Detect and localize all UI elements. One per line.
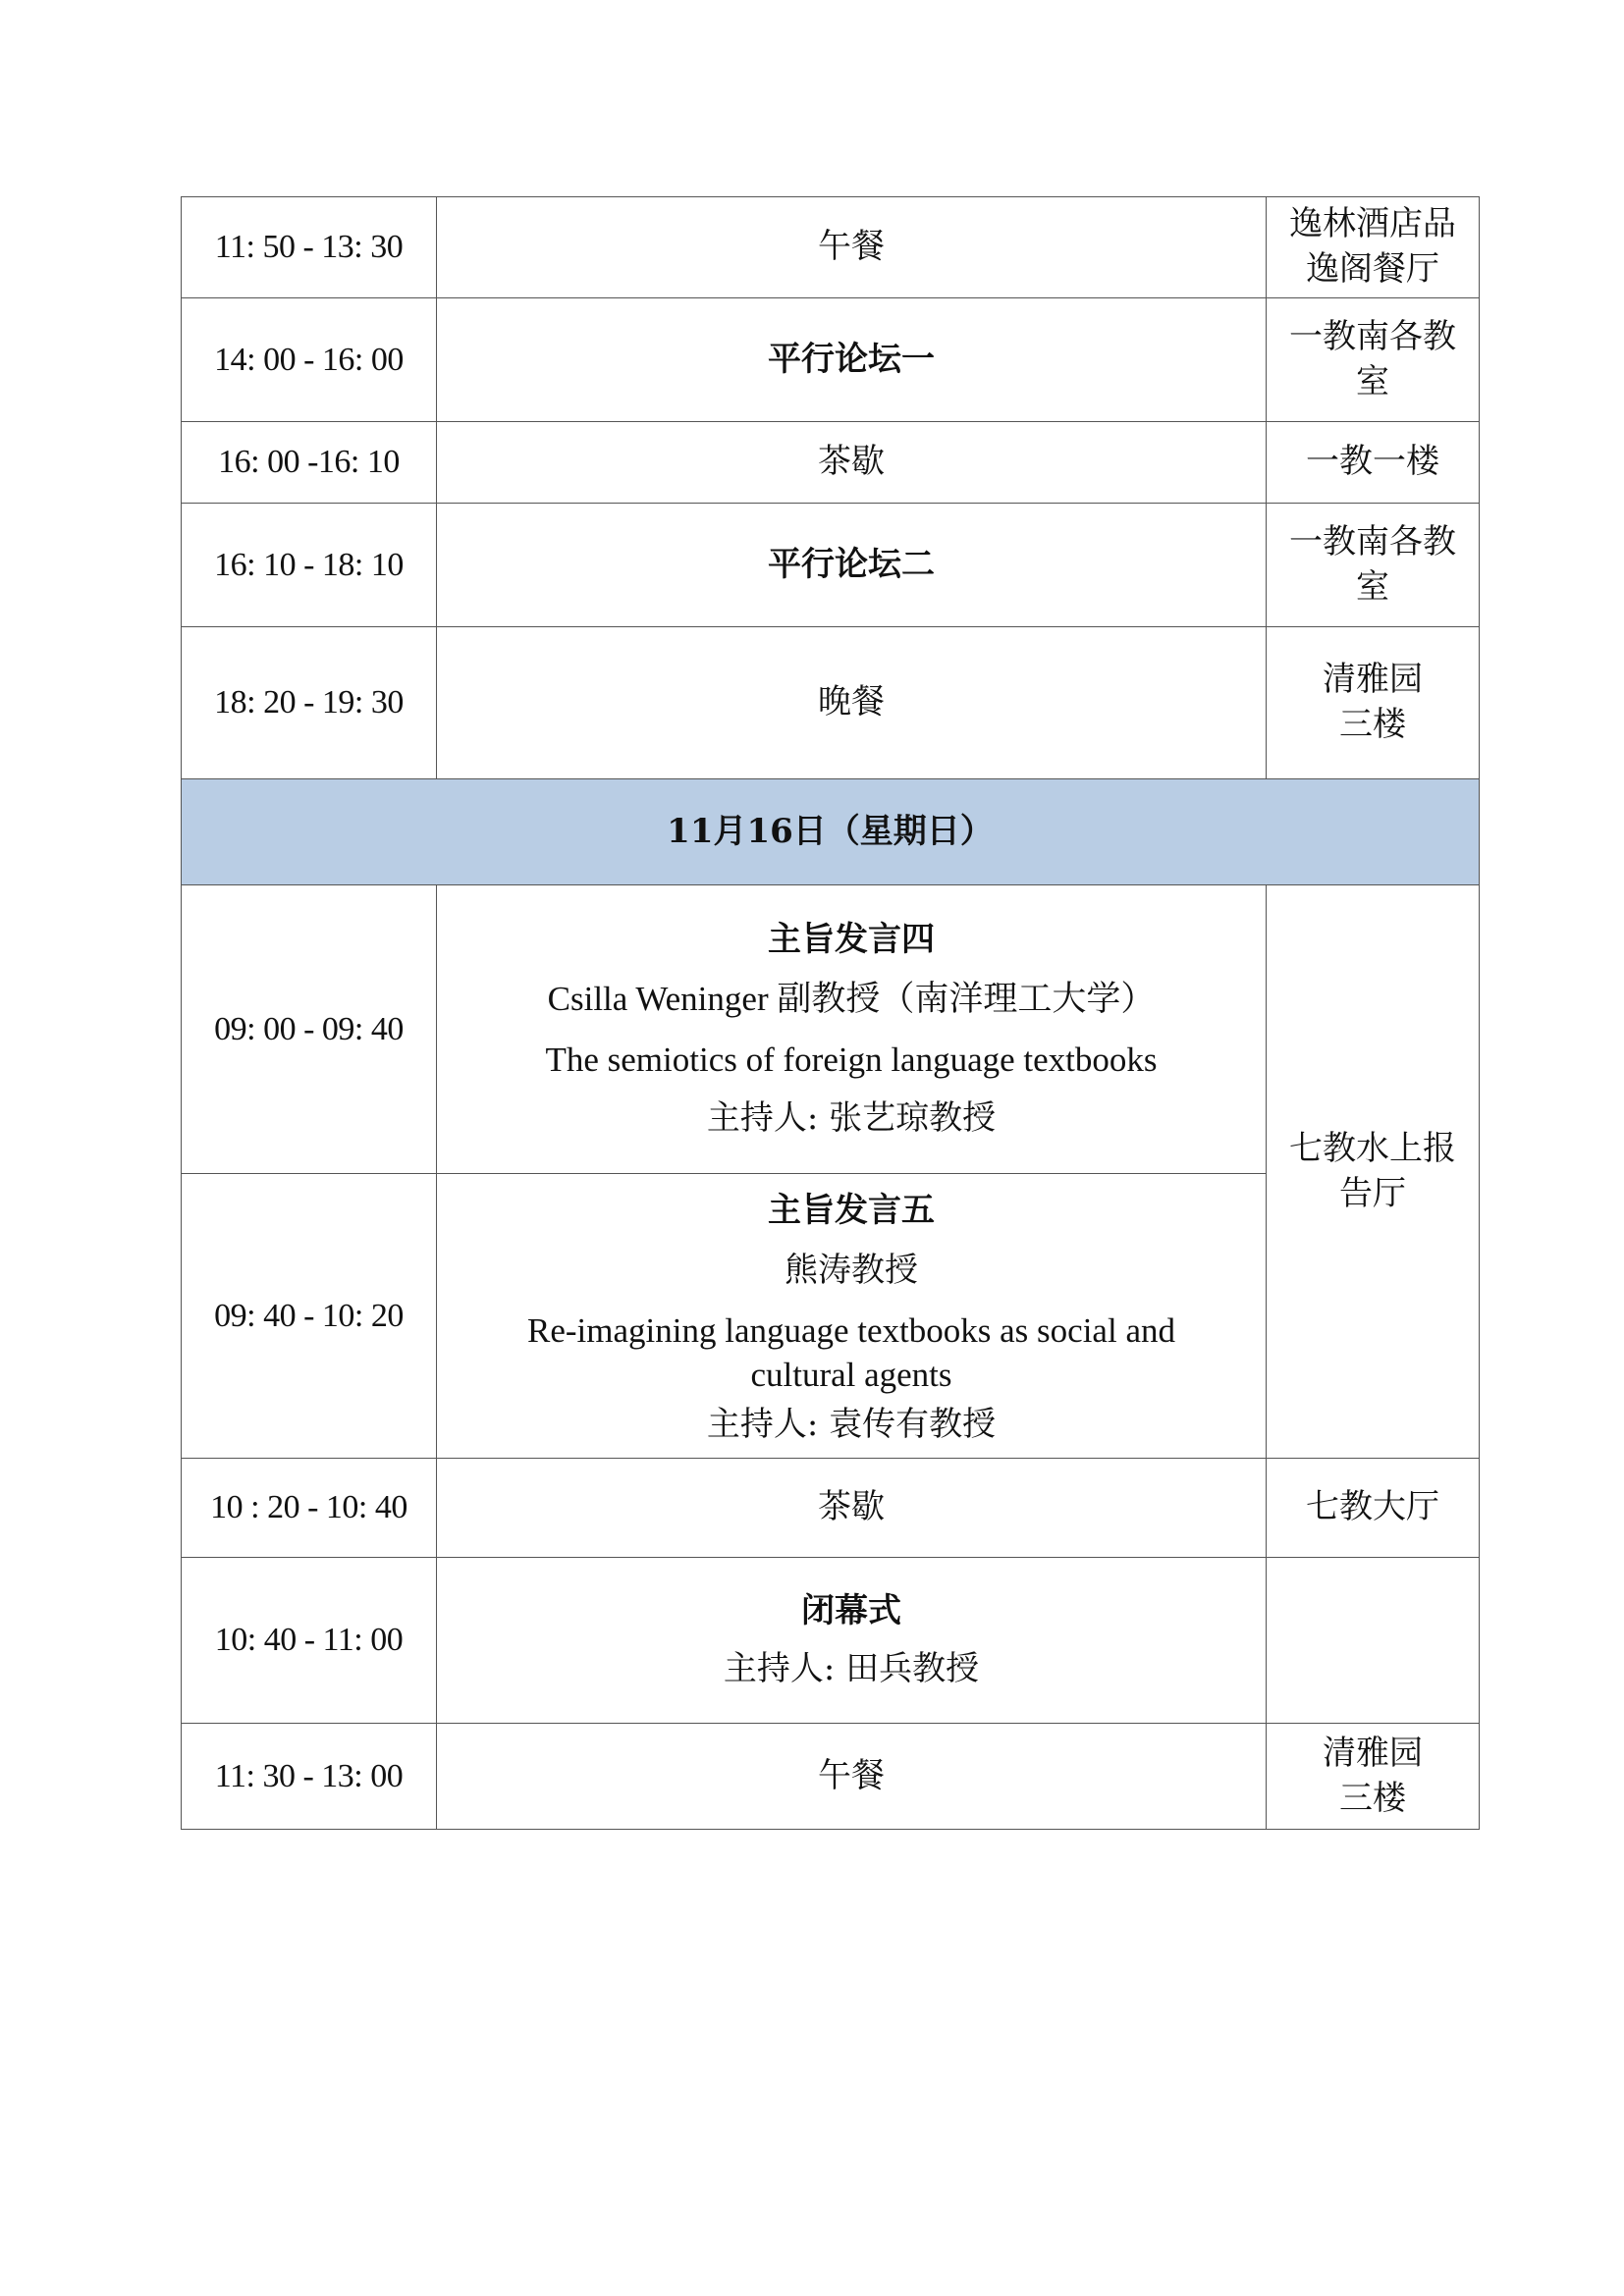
time-cell: 11: 50 - 13: 30 [182,197,437,298]
time-cell: 18: 20 - 19: 30 [182,627,437,779]
table-row [182,197,1480,298]
table-row [182,627,1480,779]
day-header-row [182,779,1480,885]
event-cell: 午餐 [437,197,1267,298]
venue-line: 三楼 [1339,1778,1406,1818]
table-row [182,1459,1480,1558]
event-cell: 茶歇 [437,422,1267,504]
keynote-title: 主旨发言四 [768,919,935,959]
venue-line: 清雅园 [1323,1733,1423,1773]
venue-line: 室 [1356,361,1389,401]
venue-line: 逸阁餐厅 [1306,249,1439,289]
keynote-topic: cultural agents [750,1356,952,1395]
day-header: 11月16日（星期日） [182,779,1480,885]
table-row [182,504,1480,627]
keynote-topic: The semiotics of foreign language textbooks [545,1040,1158,1079]
keynote-host: 主持人: 张艺琼教授 [706,1097,997,1138]
venue-line: 三楼 [1339,705,1406,744]
time-cell: 10: 40 - 11: 00 [182,1558,437,1724]
venue-line: 一教南各教 [1289,521,1456,561]
time-cell: 09: 40 - 10: 20 [182,1174,437,1459]
keynote-cell [437,885,1267,1174]
keynote-speaker: 熊涛教授 [785,1250,918,1290]
event-cell: 午餐 [437,1724,1267,1830]
table-row [182,885,1480,1174]
venue-line: 七教水上报 [1289,1128,1456,1168]
time-cell: 09: 00 - 09: 40 [182,885,437,1174]
venue-cell [1267,197,1480,298]
venue-cell [1267,627,1480,779]
schedule-table [181,196,1480,1830]
keynote-title: 主旨发言五 [768,1190,935,1230]
closing-host: 主持人: 田兵教授 [723,1649,980,1688]
keynote-topic: Re-imagining language textbooks as social and [527,1310,1175,1350]
keynote-cell [437,1174,1267,1459]
time-cell: 10 : 20 - 10: 40 [182,1459,437,1558]
venue-cell: 七教大厅 [1267,1459,1480,1558]
time-cell: 16: 00 -16: 10 [182,422,437,504]
venue-line: 告厅 [1339,1173,1406,1213]
venue-cell [1267,504,1480,627]
keynote-host: 主持人: 袁传有教授 [706,1404,997,1444]
event-cell: 平行论坛一 [437,298,1267,422]
venue-cell [1267,1558,1480,1724]
event-cell: 平行论坛二 [437,504,1267,627]
table-row [182,422,1480,504]
time-cell: 16: 10 - 18: 10 [182,504,437,627]
table-row [182,1724,1480,1830]
venue-line: 逸林酒店品 [1289,204,1456,244]
venue-line: 一教南各教 [1289,316,1456,356]
event-cell: 茶歇 [437,1459,1267,1558]
time-cell: 14: 00 - 16: 00 [182,298,437,422]
time-cell: 11: 30 - 13: 00 [182,1724,437,1830]
event-cell [437,1558,1267,1724]
table-row [182,1558,1480,1724]
closing-title: 闭幕式 [801,1590,901,1630]
venue-cell [1267,1724,1480,1830]
event-cell: 晚餐 [437,627,1267,779]
venue-cell [1267,885,1480,1459]
venue-line: 清雅园 [1323,660,1423,700]
keynote-speaker: Csilla Weninger 副教授（南洋理工大学） [547,980,1156,1019]
venue-cell: 一教一楼 [1267,422,1480,504]
venue-line: 室 [1356,566,1389,607]
table-row [182,298,1480,422]
venue-cell [1267,298,1480,422]
